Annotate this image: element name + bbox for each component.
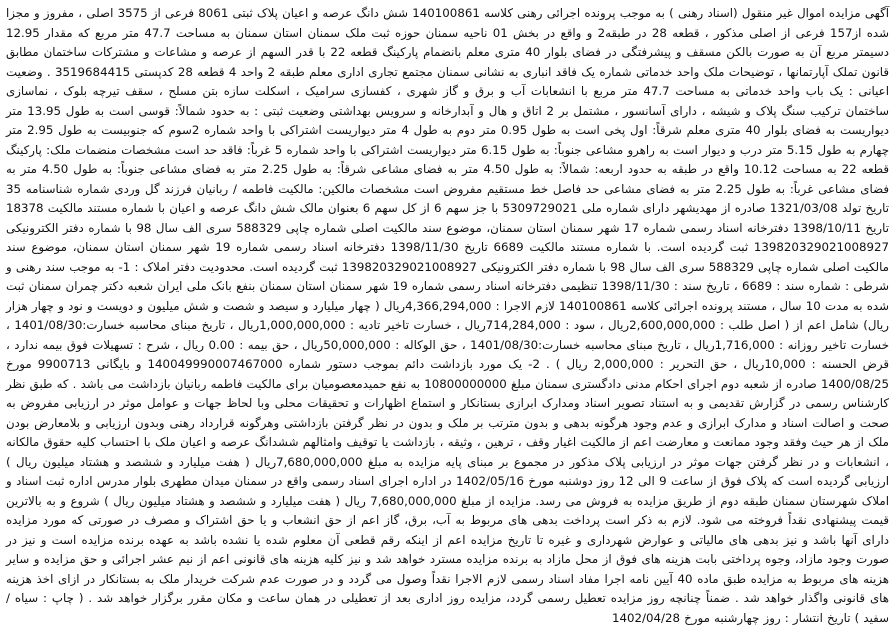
notice-body: آگهی مزایده اموال غیر منقول (اسناد رهنی ) به موجب پرونده اجرائی رهنی کلاسه 140100861 شش دانگ عرصه و اعیان پلاک ثبتی 8061 فرعی از 3575 اصلی ، مفروز و مجزا شده از157 فرعی از اصلی مذکور ، قطعه 28 در طبقه2 و واقع در بخش 01 ناحیه سمنان حوزه ثبت ملک سمنان استان سمنان به مساحت 47.7 متر مربع که مقدار 12.95 دسیمتر مربع آن به صورت بالکن مسقف و پیشرفتگی در فضای بلوار 40 متری معلم بانضمام پارکینگ قطعه 22 با قدر السهم از عرصه و مشاعات و مشترکات ساختمان مطابق قانون تملک آپارتمانها ، توضیحات ملک واحد خدماتی شماره یک فاقد انباری به نشانی سمنان مجتمع تجاری اداری معلم طبقه 2 واحد 4 قطعه 28 کدپستی 3519684415 . وضعیت اعیانی : یک باب واحد خدماتی به مساحت 47.7 متر مربع با انشعابات آب و برق و گاز شهری ، کفسازی سرامیک ، اسکلت سازه بتن مسلح ، سقف تیرچه بلوک ، نماسازی ساختمان ترکیب سنگ پلاک و شیشه ، دارای آسانسور ، مشتمل بر 2 اتاق و هال و آبدارخانه و سرویس بهداشتی وضعیت ثبتی : به حدود شمالاً: قوسی است به طول 13.95 متر دیواریست به فضای بلوار 40 متری معلم شرقاً: اول پخی است به طول 0.95 متر دوم به طول 4 متر دیواریست اشتراکی با واحد شماره 2سوم که جنوبیست به طول 2.95 متر چهارم به طول 5.15 متر درب و دیوار است به راهرو مشاعی جنوباً: به طول 6.15 متر دیواریست اشتراکی با واحد شماره 5 غرباً: فاقد حد است مشخصات منضمات ملک: پارکینگ قطعه 22 به مساحت 10.12 واقع در طبقه به حدود اربعه: شمالاً: به طول 4.50 متر به فضای مشاعی شرقاً: به طول 2.25 متر به فضای مشاعی جنوباً: به طول 4.50 متر به فضای مشاعی غرباً: به طول 2.25 متر به فضای مشاعی حد فاصل خط مستقیم مفروض است مشخصات مالکین: مالکیت فاطمه / ربانیان فرزند گل وردی شماره شناسنامه 35 تاریخ تولد 1321/03/08 صادره از مهدیشهر دارای شماره ملی 5309729021 با جز سهم 6 از کل سهم 6 بعنوان مالک شش دانگ عرصه و اعیان با شماره مستند مالکیت 18378 تاریخ 1398/10/11 دفترخانه اسناد رسمی شماره 17 شهر سمنان استان سمنان، موضوع سند مالکیت اصلی شماره چاپی 588329 سری الف سال 98 با شماره دفتر الکترونیکی 139820329021008927 ثبت گردیده است. با شماره مستند مالکیت 6689 تاریخ 1398/11/30 دفترخانه اسناد رسمی شماره 19 شهر سمنان استان سمنان، موضوع سند مالکیت اصلی شماره چاپی 588329 سری الف سال 98 با شماره دفتر الکترونیکی 139820329021008927 ثبت گردیده است. محدودیت دفتر املاک : 1- به موجب سند رهنی و شرطی : شماره سند : 6689 ، تاریخ سند : 1398/11/30 تنظیمی دفترخانه اسناد رسمی شماره 19 شهر سمنان استان سمنان بنفع بانک ملی ایران شعبه دکتر چمران سمنان ثبت شده به مدت 10 سال ، مستند پرونده اجرائی کلاسه 140100861 لازم الاجرا : 4,366,294,000ریال ( چهار میلیارد و سیصد و شصت و شش میلیون و دویست و نود و چهار هزار ریال) شامل اعم از ( اصل طلب : 2,600,000,000ریال ، سود : 714,284,000ریال ، خسارت تاخیر تادیه : 1,000,000,000ریال ، تاریخ مبنای محاسبه خسارت:1401/08/30 ، خسارت تاخیر روزانه : 1,716,000ریال ، تاریخ مبنای محاسبه خسارت:1401/08/30 ، حق الوکاله : 50,000,000ریال ، حق بیمه : 0.00 ریال ، شرح : تسهیلات فوق بیمه ندارد ، قرض الحسنه : 10,000ریال ، حق التحریر : 2,000,000 ریال ) . 2- یک مورد بازداشت دائم بموجب دستور شماره 140049990007467000 و بایگانی 9900713 مورخ 1400/08/25 صادره از شعبه دوم اجرای احکام مدنی دادگستری سمنان مبلغ 10800000000 به نفع حمیدمعصومیان برای مالکیت فاطمه ربانیان بازداشت می باشد . که طبق نظر کارشناس رسمی در گزارش تقدیمی و به استناد تصویر اسناد ومدارک ابرازی بستانکار و استماع اظهارات و تحقیقات محلی وبا لحاظ جهات و عوامل موثر در ارزیابی مفروض به صحت و اصالت اسناد و مدارک ابرازی و عدم وجود هرگونه بدهی و بدون مترتب بر ملک و بدون در نظر گرفتن بازداشتی وهرگونه قرارداد رهنی وبدون ارزیابی و بلامعارض بودن ملک از هر حیث وفقد وجود ممانعت و معارضت اعم از مالکیت اغیار وقف ، ترهین ، وثیقه ، بازداشت یا توقیف وامثالهم ششدانگ عرصه و اعیان ملک با احتساب کلیه حقوق مالکانه ، انشعابات و در نظر گرفتن جهات موثر در ارزیابی پلاک مذکور در مجموع بر مبنای پایه مزایده به مبلغ 7,680,000,000ریال ( هفت میلیارد و ششصد و هشتاد میلیون ریال ) ارزیابی گردیده است که پلاک فوق از ساعت 9 الی 12 روز دوشنبه مورخ 1402/05/16 در اداره اجرای اسناد رسمی واقع در سمنان میدان مطهری بلوار مدرس اداره ثبت اسناد و املاک شهرستان سمنان طبقه دوم از طریق مزایده به فروش می رسد. مزایده از مبلغ 7,680,000,000 ریال ( هفت میلیارد و ششصد و هشتاد میلیون ریال ) شروع و به بالاترین قیمت پیشنهادی نقداً فروخته می شود. لازم به ذکر است پرداخت بدهی های مربوط به آب، برق، گاز اعم از حق انشعاب و یا حق اشتراک و مصرف در صورتی که مورد مزایده دارای آنها باشد و نیز بدهی های مالیاتی و عوارض شهرداری و غیره تا تاریخ مزایده اعم از اینکه رقم قطعی آن معلوم شده یا نشده باشد به عهده برنده مزایده است و نیز در صورت وجود مازاد، وجوه پرداختی بابت هزینه های فوق از محل مازاد به برنده مزایده مسترد خواهد شد و نیز کلیه هزینه های قانونی اعم از نیم عشر اجرائی و حق مزایده و سایر هزینه های مربوط به مزایده طبق ماده 40 آیین نامه اجرا مفاد اسناد رسمی لازم الاجرا نقداً وصول می گردد و در صورت عدم شرکت خریدار ملک به بستانکار در ازای اخذ هزینه های قانونی واگذار خواهد شد . ضمناً چنانچه روز مزایده تعطیل رسمی گردد، مزایده روز اداری بعد از تعطیلی در همان ساعت و مکان مقرر برگزار خواهد شد . ( چاپ : سیاه / سفید ) تاریخ انتشار : روز چهارشنبه مورخ 1402/04/28: [6, 6, 890, 625]
